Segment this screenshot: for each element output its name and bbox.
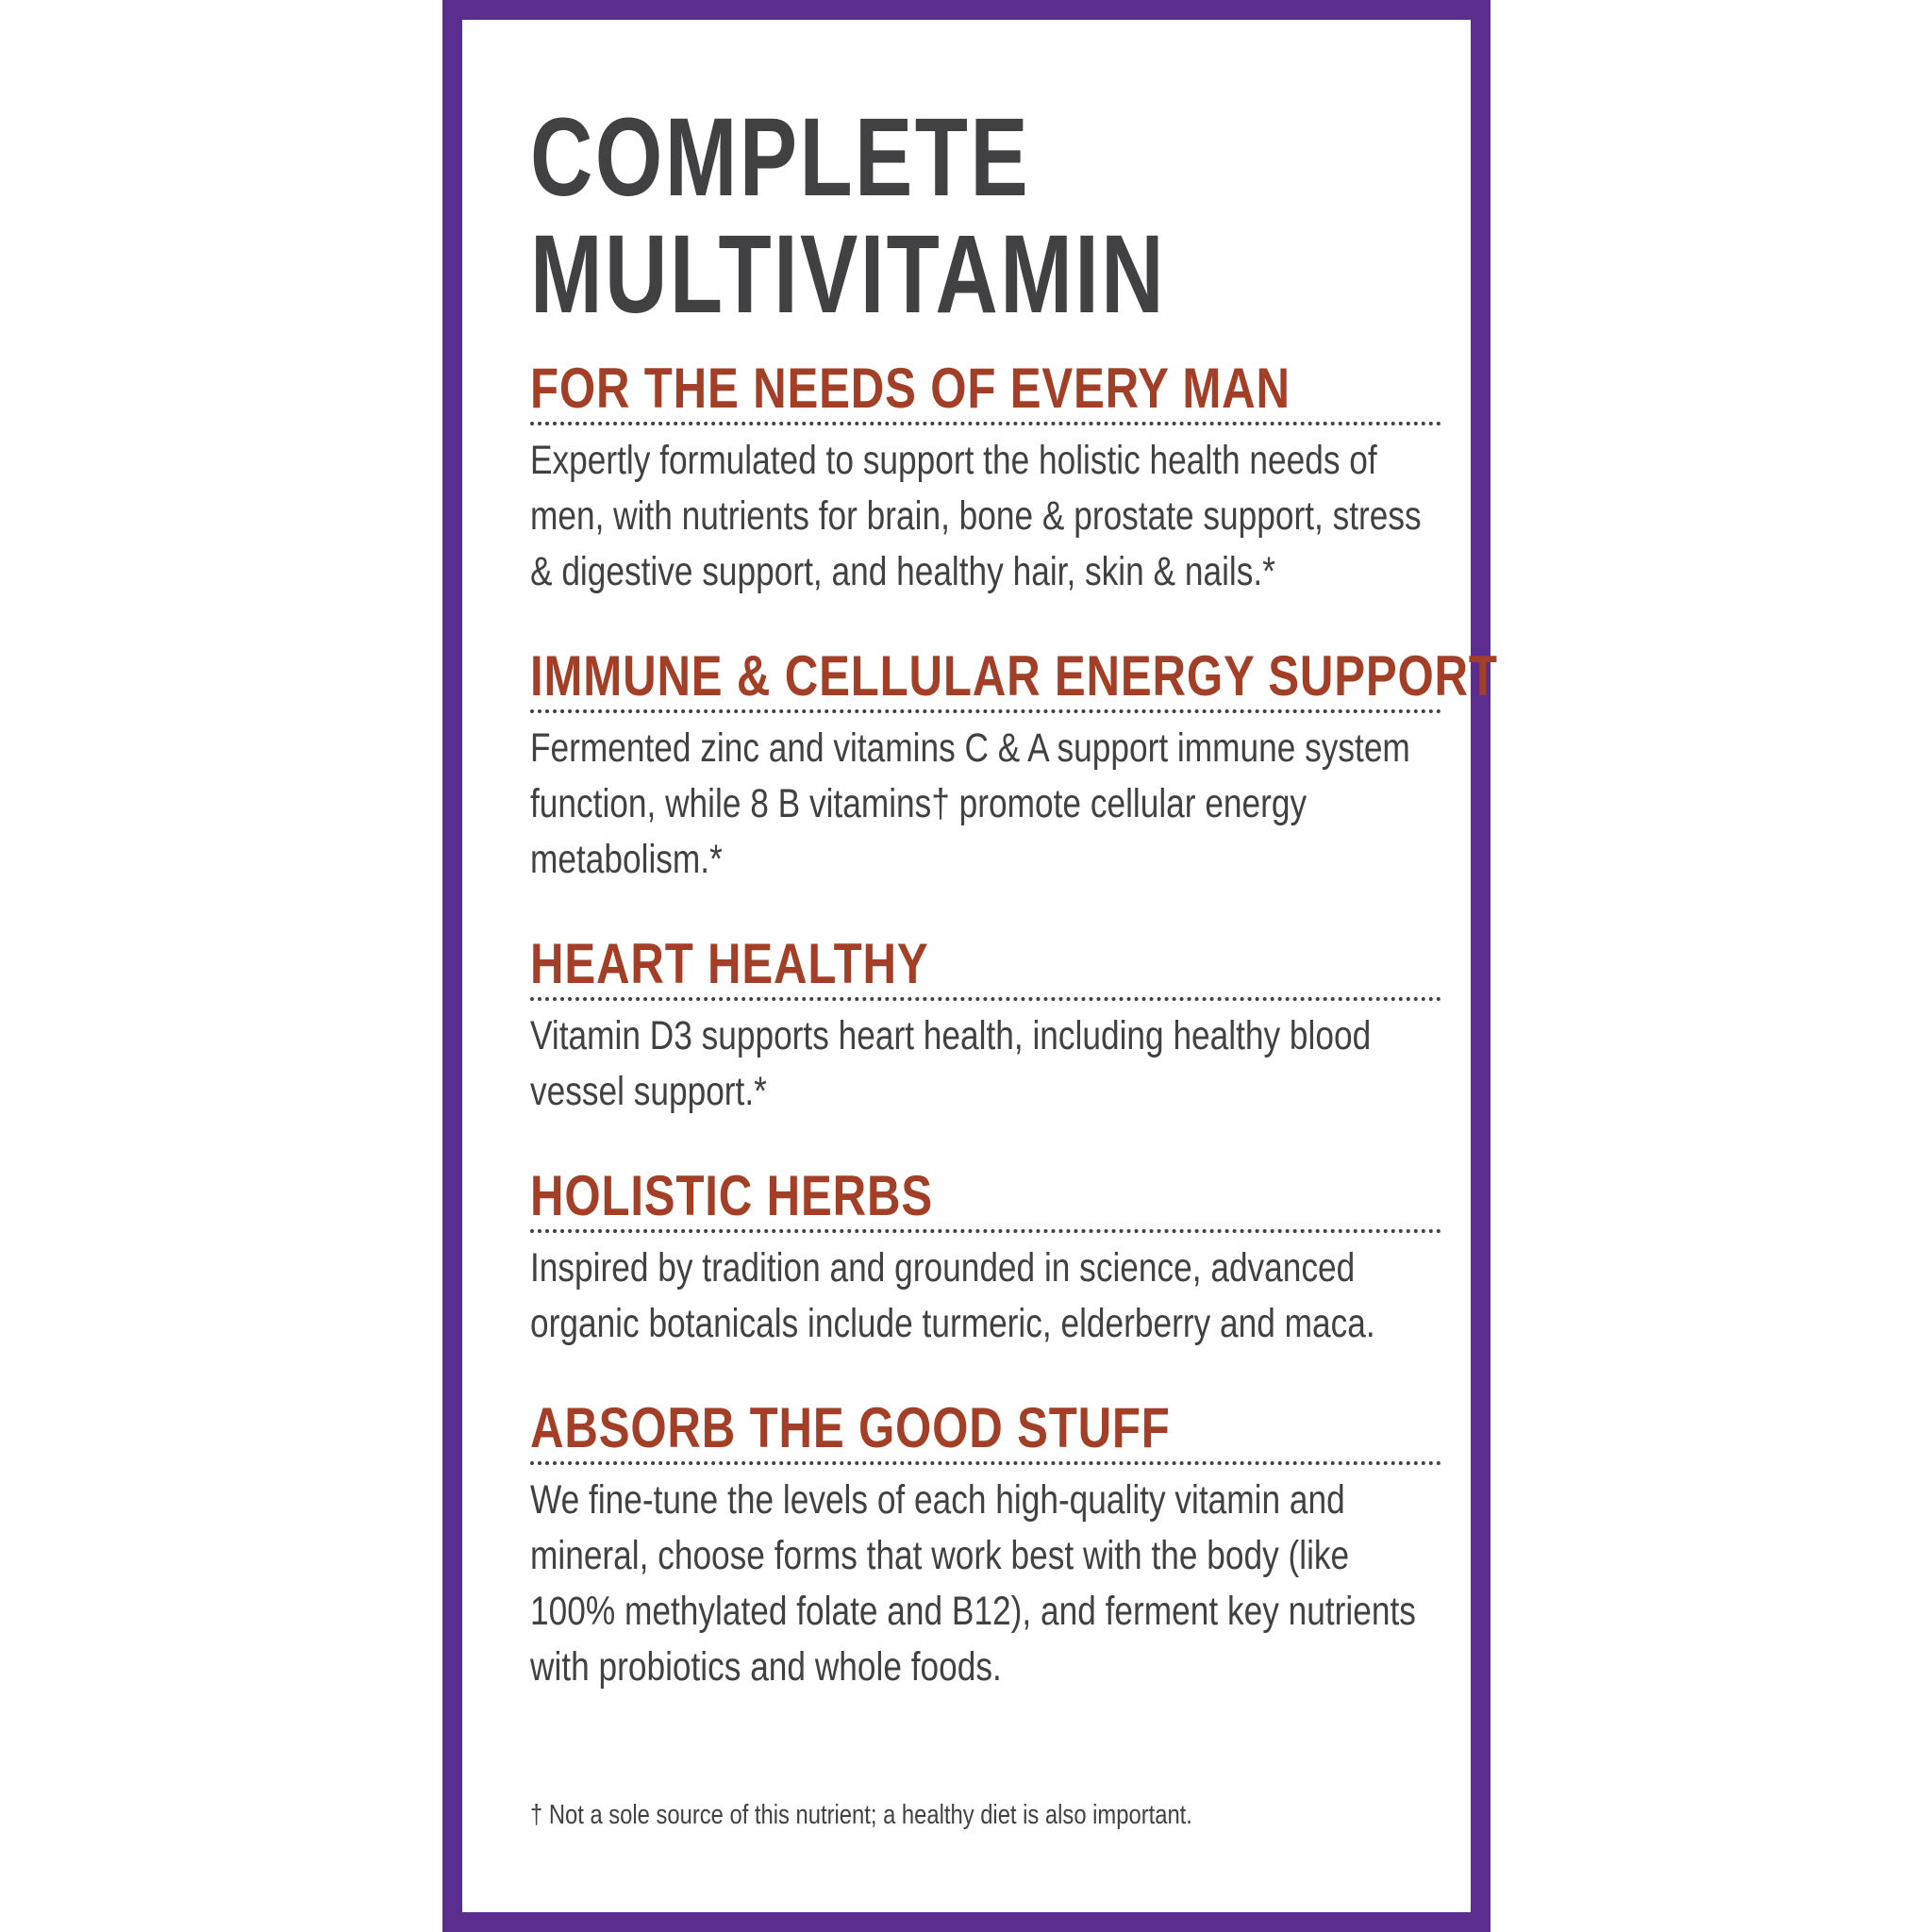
- section-heading: ABSORB THE GOOD STUFF: [530, 1396, 1171, 1459]
- dotted-divider: [530, 1461, 1441, 1465]
- section-body: Expertly formulated to support the holistic health needs of men, with nutrients for brain, bone & prostate support, stress & digestive support, and healthy hair, skin & nails.*: [530, 438, 1422, 594]
- section-body: We fine-tune the levels of each high-quality vitamin and mineral, choose forms that work best with the body (like 100% methylated folate and B12), and ferment key nutrients with probiotics and whole foods.: [530, 1477, 1416, 1690]
- product-title-line-2: MULTIVITAMIN: [530, 212, 1166, 337]
- dotted-divider: [530, 422, 1441, 425]
- section-body: Fermented zinc and vitamins C & A support immune system function, while 8 B vitamins† promote cellular energy metabolism.*: [530, 725, 1410, 882]
- benefit-section-heart-healthy: [530, 933, 1445, 1120]
- benefit-sections: [530, 357, 1498, 1695]
- label-content: [530, 95, 1498, 1740]
- product-title: [530, 95, 1244, 337]
- dotted-divider: [530, 1229, 1441, 1233]
- benefit-section-immune-energy: [530, 644, 1498, 888]
- section-body: Vitamin D3 supports heart health, including healthy blood vessel support.*: [530, 1013, 1372, 1114]
- benefit-section-every-man: [530, 358, 1445, 600]
- section-body: Inspired by tradition and grounded in science, advanced organic botanicals include turmeric, elderberry and maca.: [530, 1245, 1375, 1346]
- section-heading: FOR THE NEEDS OF EVERY MAN: [530, 357, 1291, 420]
- dotted-divider: [530, 709, 1441, 713]
- product-title-line-1: COMPLETE: [530, 95, 1031, 220]
- label-panel: [462, 20, 1498, 1912]
- section-heading: HEART HEALTHY: [530, 932, 929, 995]
- benefit-section-absorb: [530, 1397, 1445, 1695]
- section-heading: IMMUNE & CELLULAR ENERGY SUPPORT: [530, 644, 1498, 708]
- dotted-divider: [530, 997, 1441, 1001]
- benefit-section-holistic-herbs: [530, 1165, 1445, 1352]
- section-heading: HOLISTIC HERBS: [530, 1164, 933, 1227]
- label-panel-border: [442, 0, 1498, 1932]
- footnote: † Not a sole source of this nutrient; a healthy diet is also important.: [530, 1800, 1192, 1830]
